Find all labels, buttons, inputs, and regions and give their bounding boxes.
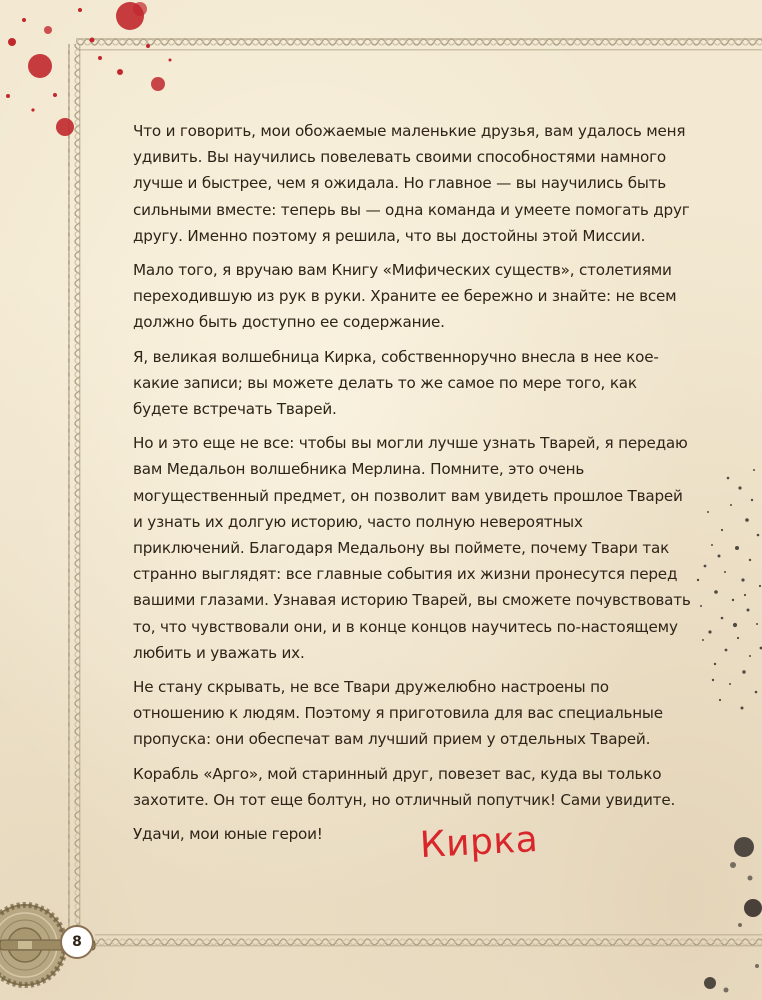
paragraph: Что и говорить, мои обожаемые маленькие друзья, вам удалось меня удивить. Вы научились повелевать своими способностями намного лучше и быстрее, чем я ожидала. Но главное — вы научились быть сильными вместе: теперь вы — одна команда и умеете помогать друг другу. Именно поэтому я решила, что вы достойны этой Миссии.: [133, 122, 690, 245]
paragraph: Но и это еще не все: чтобы вы могли лучше узнать Тварей, я передаю вам Медальон волшебника Мерлина. Помните, это очень могущественный предмет, он позволит вам увидеть прошлое Тварей и узнать их долгую историю, часто полную невероятных приключений. Благодаря Медальону вы поймете, почему Твари так странно выглядят: все главные события их жизни пронесутся перед вашими глазами. Узнавая историю Тварей, вы сможете почувствовать то, что чувствовали они, и в конце концов научитесь по-настоящему любить и уважать их.: [133, 434, 691, 662]
ink-speckles: [697, 469, 762, 710]
paragraph: Удачи, мои юные герои!: [133, 825, 323, 844]
paragraph: Корабль «Арго», мой старинный друг, повезет вас, куда вы только захотите. Он тот еще болтун, но отличный попутчик! Сами увидите.: [133, 764, 676, 809]
page-number: 8: [60, 925, 94, 959]
letter-body: [133, 118, 693, 855]
signature: Кирка: [419, 818, 540, 867]
paragraph: Мало того, я вручаю вам Книгу «Мифических существ», столетиями переходившую из рук в руки. Храните ее бережно и знайте: не всем должно быть доступно ее содержание.: [133, 261, 677, 332]
paragraph: Не стану скрывать, не все Твари дружелюбно настроены по отношению к людям. Поэтому я приготовила для вас специальные пропуска: они обеспечат вам лучший прием у отдельных Тварей.: [133, 678, 663, 749]
paragraph: Я, великая волшебница Кирка, собственноручно внесла в нее кое-какие записи; вы можете делать то же самое по мере того, как будете встречать Тварей.: [133, 347, 659, 419]
ink-blots: [704, 837, 762, 993]
blood-splatter: [6, 2, 172, 136]
